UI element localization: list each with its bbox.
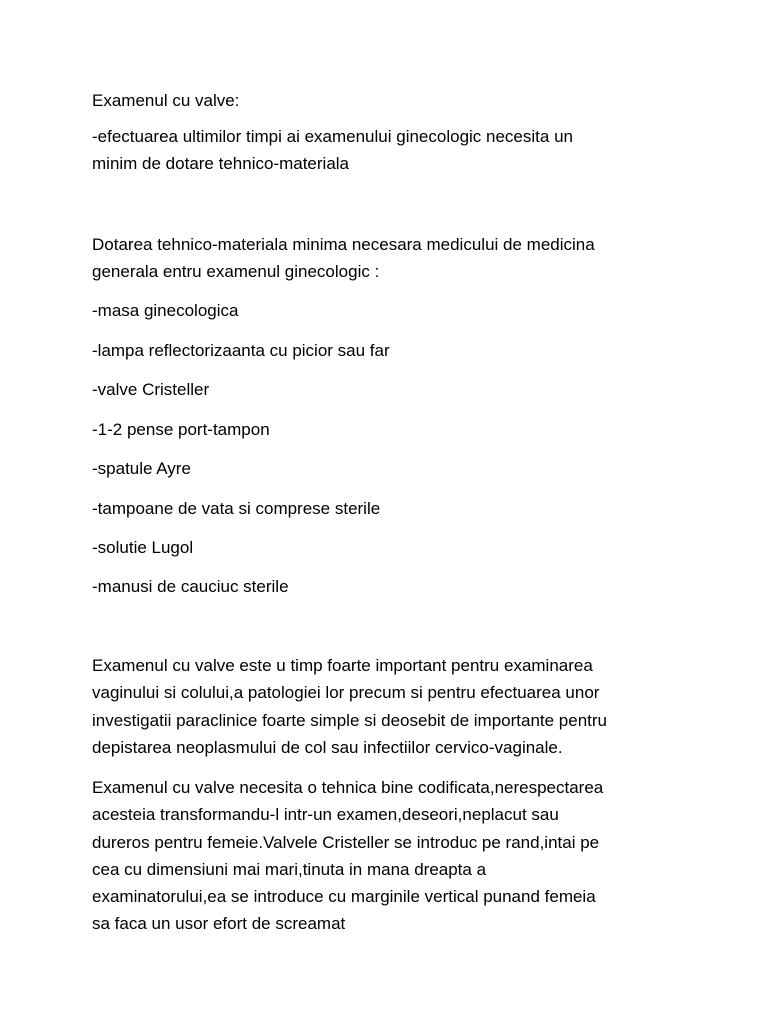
list-item: -valve Cristeller [92,380,210,399]
text-line: depistarea neoplasmului de col sau infectiilor cervico-vaginale. [92,738,563,757]
text-line: dureros pentru femeie.Valvele Cristeller se introduc pe rand,intai pe [92,833,600,852]
text-line: generala entru examenul ginecologic : [92,262,380,281]
text-line: vaginului si colului,a patologiei lor precum si pentru efectuarea unor [92,683,600,702]
text-line: cea cu dimensiuni mai mari,tinuta in mana dreapta a [92,860,487,879]
list-item: -manusi de cauciuc sterile [92,577,289,596]
text-line: Examenul cu valve este u timp foarte important pentru examinarea [92,656,593,675]
list-item: -1-2 pense port-tampon [92,420,270,439]
text-line: Dotarea tehnico-materiala minima necesara medicului de medicina [92,235,595,254]
text-line: investigatii paraclinice foarte simple si deosebit de importante pentru [92,711,607,730]
text-line: sa faca un usor efort de screamat [92,914,346,933]
section-heading-valve-exam: Examenul cu valve: [92,91,240,110]
list-item: -tampoane de vata si comprese sterile [92,499,381,518]
text-line: Examenul cu valve necesita o tehnica bine codificata,nerespectarea [92,778,604,797]
list-item: -solutie Lugol [92,538,194,557]
list-item: -lampa reflectorizaanta cu picior sau far [92,341,390,360]
text-line: acesteia transformandu-l intr-un examen,deseori,neplacut sau [92,805,559,824]
list-item: -masa ginecologica [92,301,239,320]
text-line: minim de dotare tehnico-materiala [92,154,350,173]
text-line: examinatorului,ea se introduce cu marginile vertical punand femeia [92,887,596,906]
list-item: -spatule Ayre [92,459,191,478]
text-line: -efectuarea ultimilor timpi ai examenului ginecologic necesita un [92,127,573,146]
